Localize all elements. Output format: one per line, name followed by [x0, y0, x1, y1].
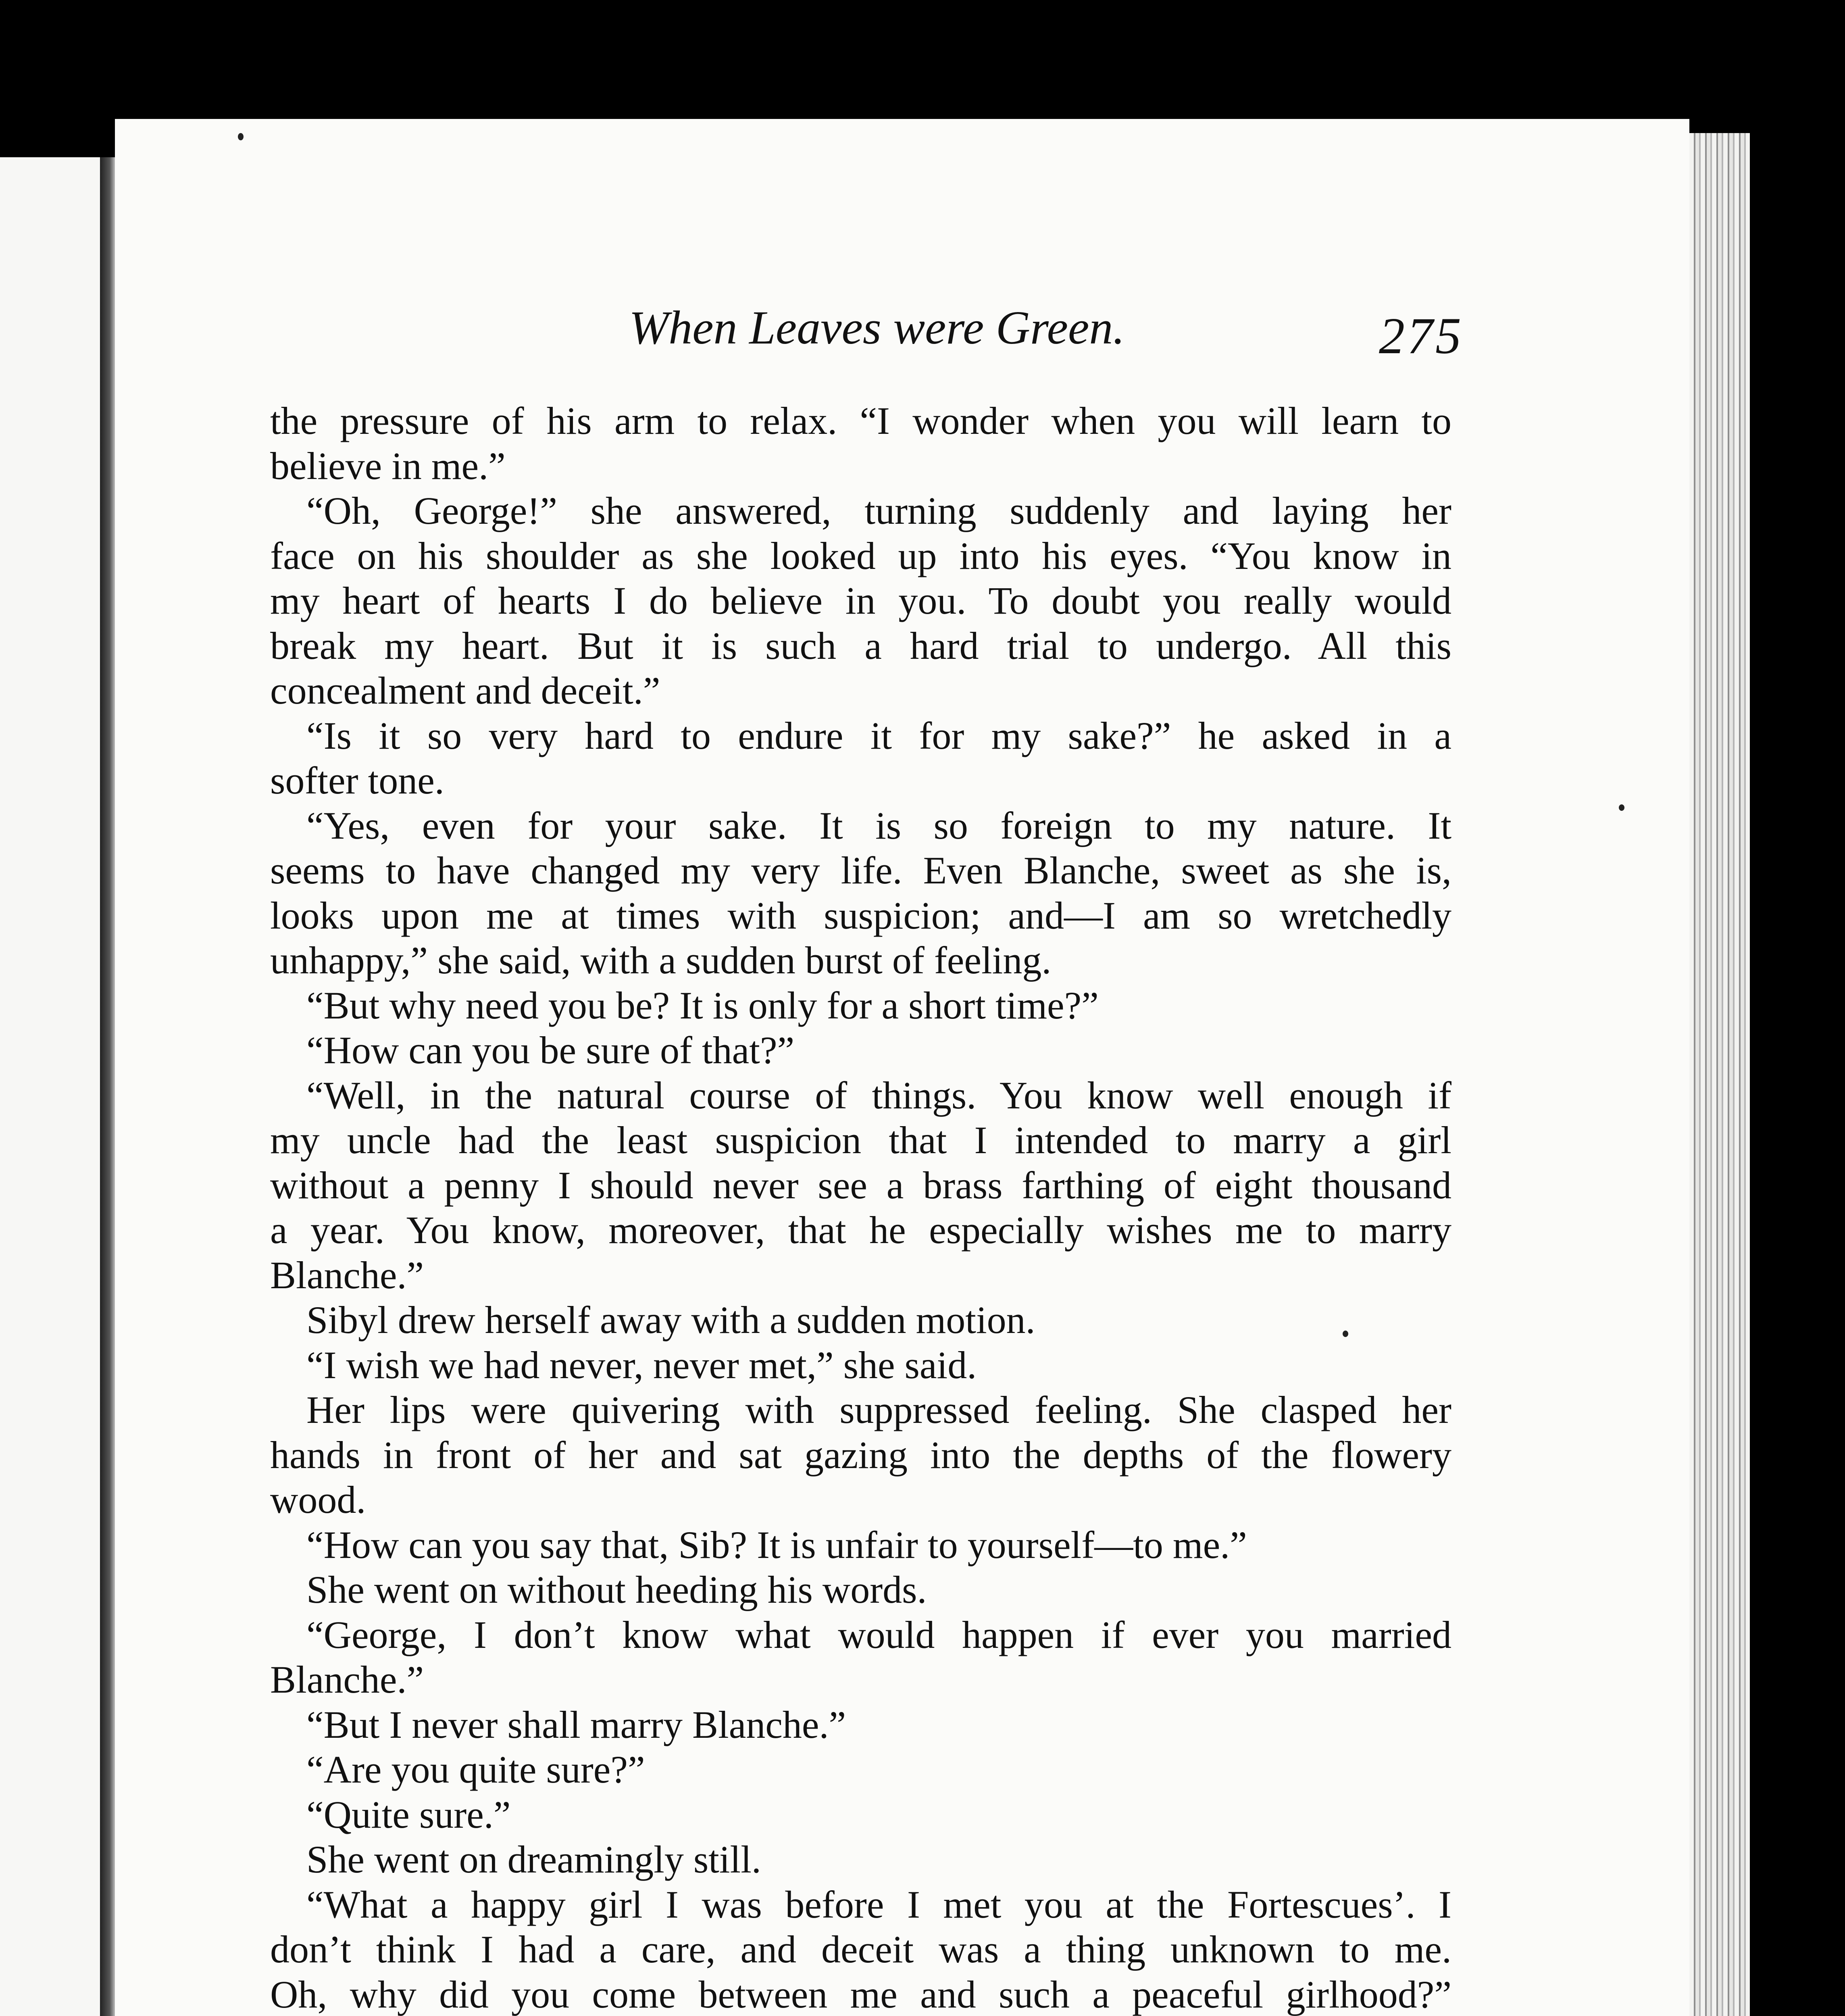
- text-line: my uncle had the least suspicion that I intended to marry a girl: [270, 1118, 1451, 1162]
- text-line: hands in front of her and sat gazing into the depths of the flowery: [270, 1433, 1451, 1477]
- text-line: break my heart. But it is such a hard trial to undergo. All this: [270, 624, 1451, 667]
- text-line: “Yes, even for your sake. It is so foreign to my nature. It: [306, 804, 1451, 847]
- text-line: She went on without heeding his words.: [306, 1568, 927, 1611]
- scan-speck: [238, 133, 244, 140]
- previous-page-edge: [0, 157, 104, 2016]
- text-line: “How can you say that, Sib? It is unfair to yourself—to me.”: [306, 1523, 1247, 1566]
- page-number: 275: [1379, 307, 1464, 364]
- text-line: Sibyl drew herself away with a sudden motion.: [306, 1298, 1035, 1341]
- text-line: “But why need you be? It is only for a short time?”: [306, 983, 1099, 1027]
- text-line: “How can you be sure of that?”: [306, 1029, 795, 1072]
- text-line: “Is it so very hard to endure it for my sake?” he asked in a: [306, 714, 1451, 757]
- text-line: believe in me.”: [270, 444, 506, 487]
- text-line: my heart of hearts I do believe in you. To doubt you really would: [270, 579, 1451, 622]
- text-line: looks upon me at times with suspicion; and—I am so wretchedly: [270, 893, 1451, 937]
- text-line: Oh, why did you come between me and such a peaceful girlhood?”: [270, 1972, 1451, 2016]
- text-line: Her lips were quivering with suppressed feeling. She clasped her: [306, 1388, 1451, 1431]
- text-line: face on his shoulder as she looked up into his eyes. “You know in: [270, 534, 1451, 577]
- text-line: “I wish we had never, never met,” she said.: [306, 1343, 977, 1387]
- text-line: a year. You know, moreover, that he especially wishes me to marry: [270, 1208, 1451, 1252]
- text-line: “Oh, George!” she answered, turning suddenly and laying her: [306, 489, 1451, 532]
- text-line: wood.: [270, 1478, 366, 1521]
- text-line: “Are you quite sure?”: [306, 1748, 645, 1791]
- book-binding-gutter: [100, 157, 116, 2016]
- text-line: Blanche.”: [270, 1253, 424, 1297]
- text-line: unhappy,” she said, with a sudden burst of feeling.: [270, 939, 1052, 982]
- body-text: [270, 398, 1451, 2016]
- running-header-title: When Leaves were Green.: [629, 301, 1125, 354]
- text-line: She went on dreamingly still.: [306, 1838, 761, 1881]
- text-line: “George, I don’t know what would happen if ever you married: [306, 1613, 1451, 1656]
- text-line: “But I never shall marry Blanche.”: [306, 1703, 846, 1746]
- text-line: concealment and deceit.”: [270, 669, 660, 712]
- text-line: without a penny I should never see a brass farthing of eight thousand: [270, 1163, 1451, 1207]
- text-line: “Quite sure.”: [306, 1793, 511, 1836]
- text-line: softer tone.: [270, 759, 444, 802]
- page-stack-edge: [1689, 133, 1750, 2016]
- scan-speck: [1343, 1331, 1348, 1337]
- text-line: “What a happy girl I was before I met you at the Fortescues’. I: [306, 1883, 1451, 1926]
- text-line: seems to have changed my very life. Even Blanche, sweet as she is,: [270, 849, 1451, 892]
- text-line: Blanche.”: [270, 1658, 424, 1701]
- scan-speck: [1619, 804, 1624, 811]
- text-line: the pressure of his arm to relax. “I wonder when you will learn to: [270, 399, 1451, 442]
- text-line: “Well, in the natural course of things. You know well enough if: [306, 1073, 1451, 1117]
- text-line: don’t think I had a care, and deceit was a thing unknown to me.: [270, 1928, 1451, 1971]
